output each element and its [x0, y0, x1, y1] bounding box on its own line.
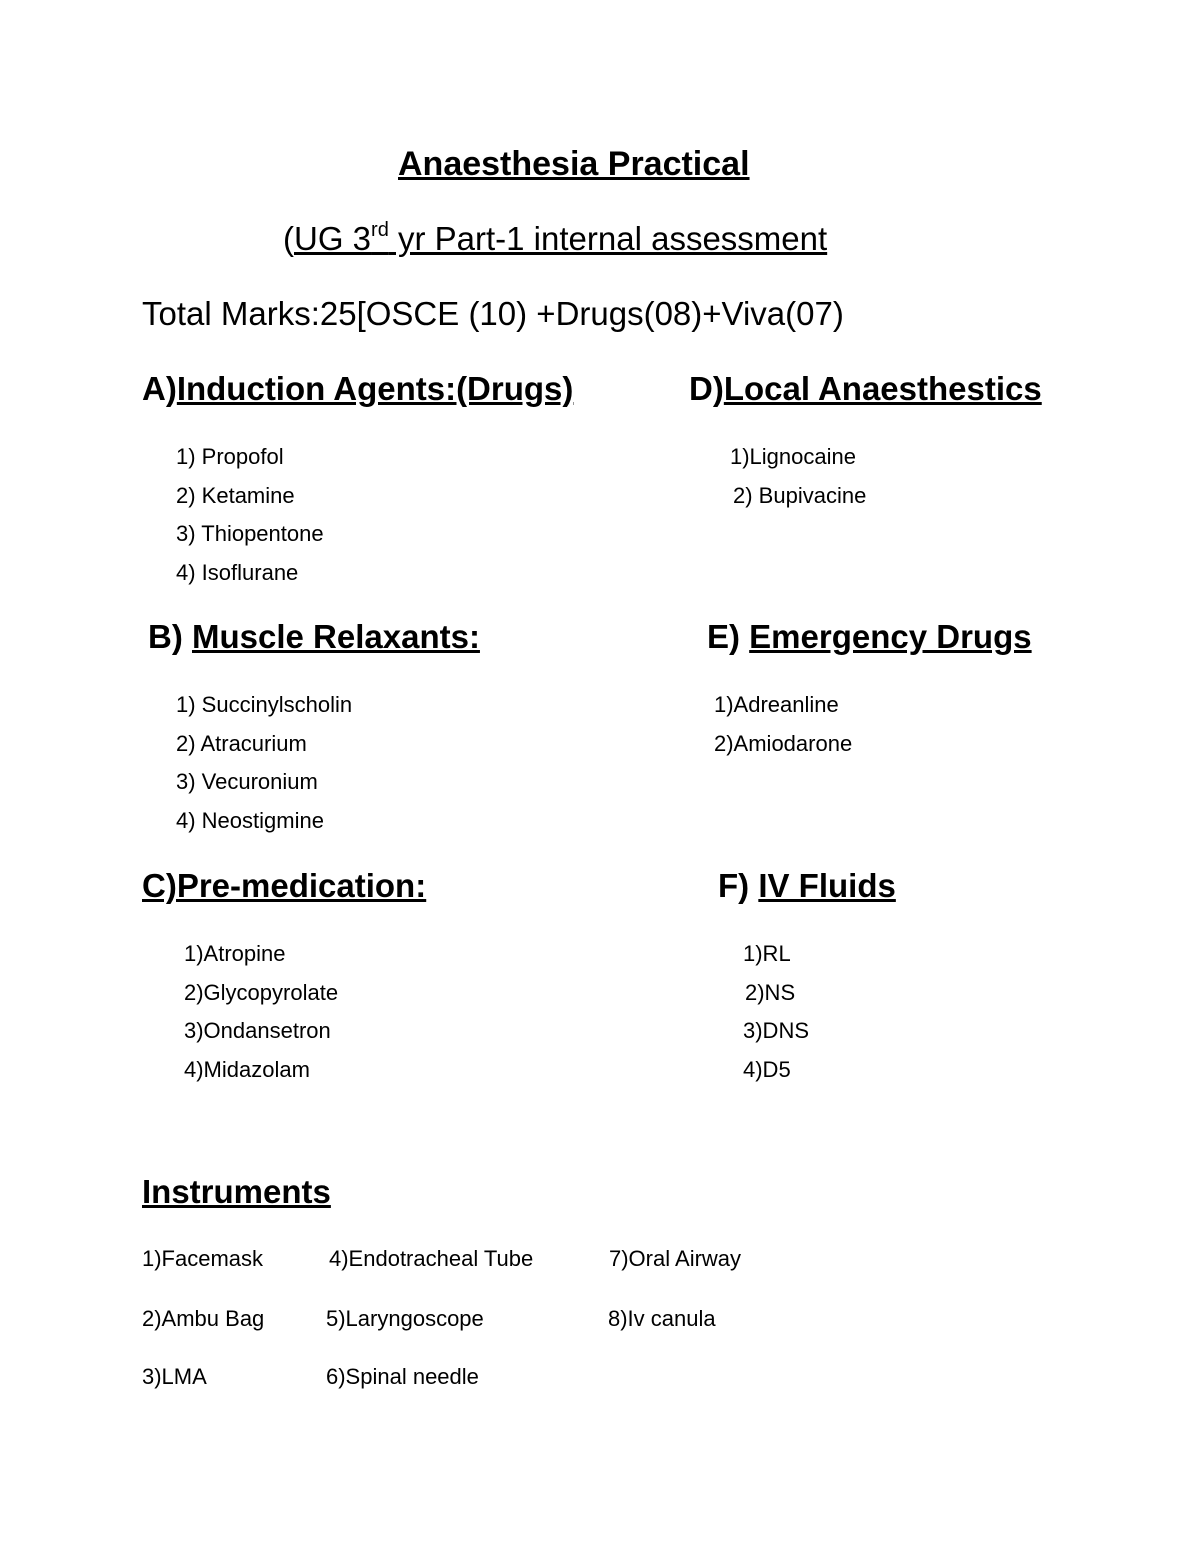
section-a-heading — [142, 370, 573, 408]
section-f-title: IV Fluids — [758, 867, 896, 904]
page-subtitle — [283, 220, 827, 258]
list-item: 2) Atracurium — [176, 730, 307, 756]
section-e-prefix: E) — [707, 618, 750, 655]
section-a-list — [176, 438, 324, 592]
section-b-list — [176, 686, 352, 840]
instruments-title: Instruments — [142, 1173, 331, 1210]
section-f-heading — [718, 867, 896, 905]
section-a-title: Induction Agents:(Drugs) — [176, 370, 574, 407]
list-item: 1)Atropine — [184, 941, 286, 966]
list-item: 4)Midazolam — [184, 1056, 310, 1082]
list-item: 1) Succinylscholin — [176, 692, 353, 717]
section-d-title: Local Anaesthestics — [723, 370, 1042, 407]
list-item: 3) Vecuronium — [176, 769, 318, 794]
instrument-item: 6)Spinal needle — [326, 1364, 479, 1389]
instrument-item: 4)Endotracheal Tube — [329, 1246, 534, 1271]
subtitle-open-paren: ( — [283, 220, 294, 257]
total-marks: Total Marks:25[OSCE (10) +Drugs(08)+Viva(07) — [142, 295, 844, 332]
section-a-prefix: A) — [142, 370, 177, 407]
list-item: 3)DNS — [743, 1018, 810, 1043]
section-c-title: C)Pre-medication: — [142, 867, 427, 904]
list-item: 4) Isoflurane — [176, 559, 299, 585]
instrument-item: 5)Laryngoscope — [326, 1306, 484, 1331]
list-item: 2)Amiodarone — [714, 730, 853, 756]
subtitle-underlined — [294, 220, 827, 257]
list-item: 2)Glycopyrolate — [184, 979, 339, 1005]
section-d-prefix: D) — [689, 370, 724, 407]
instrument-item: 2)Ambu Bag — [142, 1306, 265, 1331]
section-e-title: Emergency Drugs — [749, 618, 1032, 655]
list-item: 4)D5 — [743, 1056, 791, 1082]
section-c-list — [184, 935, 338, 1089]
section-d-heading — [689, 370, 1042, 408]
list-item: 2) Bupivacine — [733, 482, 867, 508]
instrument-item: 8)Iv canula — [608, 1306, 716, 1331]
list-item: 3)Ondansetron — [184, 1018, 331, 1043]
list-item: 1)Lignocaine — [730, 444, 856, 469]
list-item: 1)Adreanline — [714, 692, 839, 717]
subtitle-main: UG 3 — [294, 220, 372, 257]
section-b-heading — [148, 618, 480, 656]
section-b-prefix: B) — [148, 618, 192, 655]
section-f-prefix: F) — [718, 867, 759, 904]
list-item: 2) Ketamine — [176, 482, 295, 508]
instrument-item: 7)Oral Airway — [609, 1246, 742, 1271]
list-item: 4) Neostigmine — [176, 807, 324, 833]
subtitle-rest: yr Part-1 internal assessment — [388, 220, 828, 257]
section-d-list — [730, 438, 866, 515]
instrument-item: 3)LMA — [142, 1364, 207, 1389]
section-f-list — [743, 935, 809, 1089]
section-b-title: Muscle Relaxants: — [192, 618, 480, 655]
list-item: 1)RL — [743, 941, 791, 966]
section-e-list — [714, 686, 852, 763]
list-item: 3) Thiopentone — [176, 521, 324, 546]
section-c-heading — [142, 867, 426, 905]
instruments-heading — [142, 1173, 331, 1211]
page-title: Anaesthesia Practical — [398, 145, 750, 183]
list-item: 2)NS — [745, 979, 796, 1005]
instrument-item: 1)Facemask — [142, 1246, 264, 1271]
list-item: 1) Propofol — [176, 444, 284, 469]
section-e-heading — [707, 618, 1032, 656]
subtitle-superscript: rd — [371, 219, 389, 241]
